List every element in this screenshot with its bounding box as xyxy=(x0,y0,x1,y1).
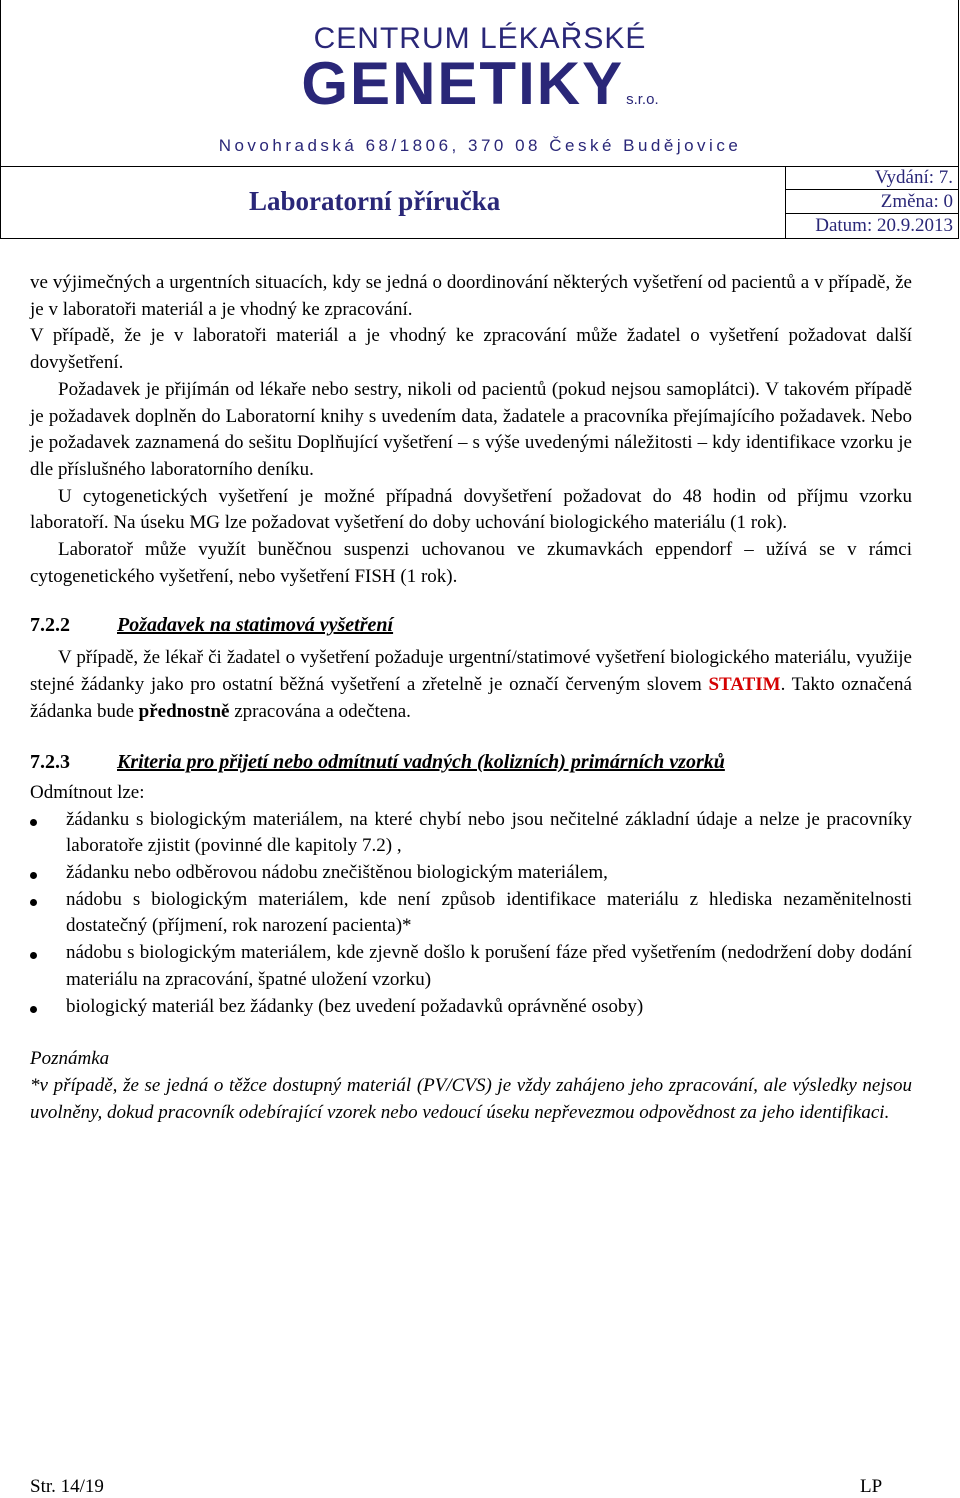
section-number: 7.2.3 xyxy=(30,751,70,774)
statim-paragraph: V případě, že lékař či žadatel o vyšetření požaduje urgentní/statimové vyšetření biologického materiálu, využije stejné žádanky jako pro ostatní běžná vyšetření a zřetelně je označí červeným slovem STATIM. Takto označená žádanka bude přednostně zpracována a odečtena. xyxy=(30,647,912,722)
bullet-icon xyxy=(30,1006,37,1013)
paragraph-4: U cytogenetických vyšetření je možné případná dovyšetření požadovat do 48 hodin od příjmu vzorku laboratoří. Na úseku MG lze požadovat vyšetření do doby uchování biologického materiálu (1 rok). xyxy=(30,485,912,534)
list-item: biologický materiál bez žádanky (bez uvedení požadavků oprávněné osoby) xyxy=(30,994,912,1021)
reject-list xyxy=(30,807,912,1021)
paragraph-3: Požadavek je přijímán od lékaře nebo sestry, nikoli od pacientů (pokud nejsou samoplátci). V takovém případě je požadavek doplněn do Laboratorní knihy s uvedením data, žadatele a pracovníka přejímajícího požadavek. Nebo je požadavek zaznamená do sešitu Doplňující vyšetření – s výše uvedenými náležitosti – kdy identifikace vzorku je dle příslušného laboratorního deníku. xyxy=(30,378,912,480)
page-content xyxy=(30,270,912,1126)
document-title-cell xyxy=(1,166,786,238)
edition-info: Vydání: 7. xyxy=(786,166,959,190)
author-initials: LP xyxy=(860,1476,883,1497)
section-heading-722 xyxy=(30,612,912,639)
document-header xyxy=(0,0,959,239)
company-address: Novohradská 68/1806, 370 08 České Budějovice xyxy=(218,136,742,155)
emphasis-word: přednostně xyxy=(138,700,230,722)
section-heading-723 xyxy=(30,749,912,776)
logo-suffix: s.r.o. xyxy=(626,91,659,108)
statim-word: STATIM xyxy=(708,673,781,695)
note-title: Poznámka xyxy=(30,1048,110,1070)
note-block xyxy=(30,1046,912,1126)
bullet-icon xyxy=(30,899,37,906)
section-title: Požadavek na statimová vyšetření xyxy=(117,614,394,637)
logo-line1: CENTRUM LÉKAŘSKÉ xyxy=(313,22,647,55)
reject-intro: Odmítnout lze: xyxy=(30,781,145,803)
note-text: *v případě, že se jedná o těžce dostupný materiál (PV/CVS) je vždy zahájeno jeho zpracování, ale výsledky nejsou uvolněny, dokud pracovník odebírající vzorek nebo vedoucí úseku nepřevezmou odpovědnost za jeho identifikaci. xyxy=(30,1074,912,1123)
change-info: Změna: 0 xyxy=(786,190,959,214)
paragraph-5: Laboratoř může využít buněčnou suspenzi uchovanou ve zkumavkách eppendorf – užívá se v rámci cytogenetického vyšetření, nebo vyšetření FISH (1 rok). xyxy=(30,539,912,587)
date-info: Datum: 20.9.2013 xyxy=(815,215,953,236)
document-title: Laboratorní příručka xyxy=(249,186,501,216)
paragraph-1: ve výjimečných a urgentních situacích, kdy se jedná o doordinování některých vyšetření od pacientů a v případě, že je v laboratoři materiál a je vhodný ke zpracování. xyxy=(30,272,912,320)
bullet-icon xyxy=(30,872,37,879)
list-item: žádanku nebo odběrovou nádobu znečištěnou biologickým materiálem, xyxy=(30,860,912,887)
list-item: žádanku s biologickým materiálem, na které chybí nebo jsou nečitelné základní údaje a nelze je pracovníky laboratoře zjistit (povinné dle kapitoly 7.2) , xyxy=(30,807,912,860)
paragraph-2: V případě, že je v laboratoři materiál a je vhodný ke zpracování může žadatel o vyšetření požadovat další dovyšetření. xyxy=(30,325,912,374)
company-logo xyxy=(1,0,959,167)
page-number: Str. 14/19 xyxy=(30,1476,104,1497)
list-item: nádobu s biologickým materiálem, kde není způsob identifikace materiálu z hlediska nezaměnitelnosti dostatečný (příjmení, rok narození pacienta)* xyxy=(30,887,912,940)
bullet-icon xyxy=(30,819,37,826)
list-item: nádobu s biologickým materiálem, kde zjevně došlo k porušení fáze před vyšetřením (nedodržení doby dodání materiálu na zpracování, špatné uložení vzorku) xyxy=(30,940,912,993)
bullet-icon xyxy=(30,952,37,959)
logo-line2: GENETIKY s.r.o. xyxy=(301,50,659,117)
section-title: Kriteria pro přijetí nebo odmítnutí vadných (kolizních) primárních vzorků xyxy=(117,751,725,774)
section-number: 7.2.2 xyxy=(30,614,70,637)
